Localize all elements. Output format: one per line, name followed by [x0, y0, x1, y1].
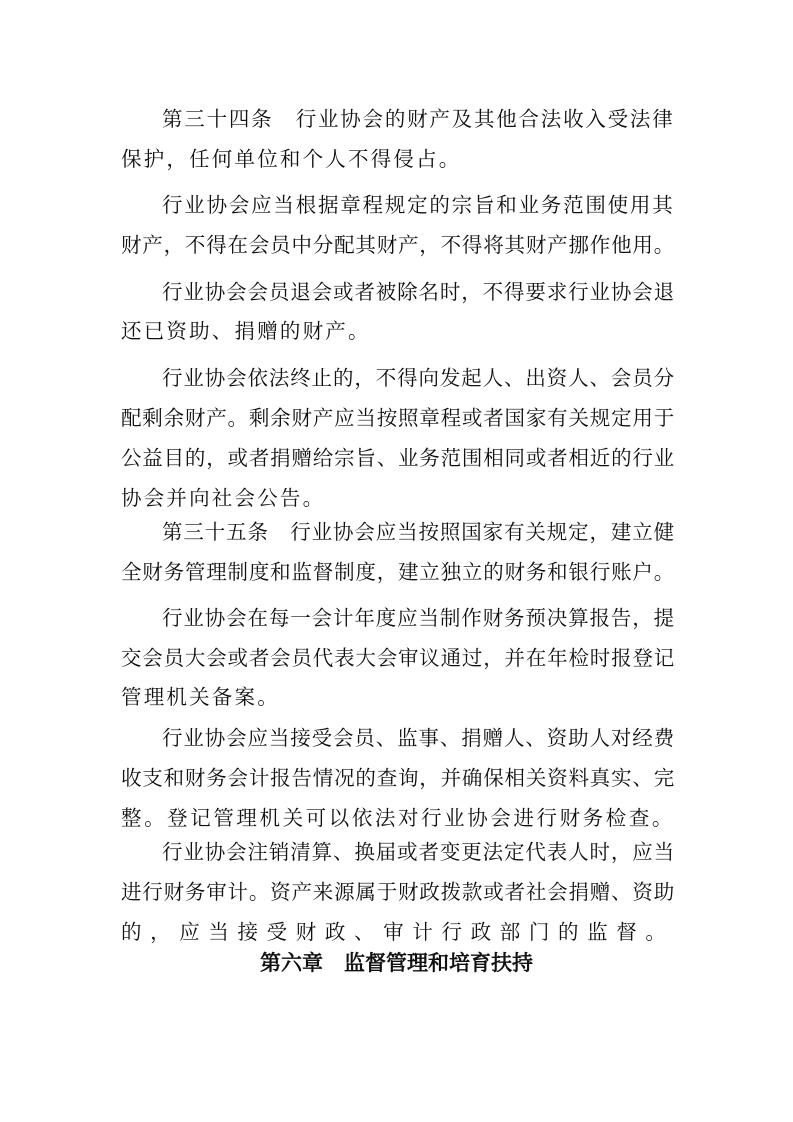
- text-line: 行业协会在每一会计年度应当制作财务预决算报告，提: [162, 606, 675, 630]
- text-line: 全财务管理制度和监督制度，建立独立的财务和银行账户。: [121, 560, 675, 584]
- text-line: 保护，任何单位和个人不得侵占。: [121, 147, 462, 171]
- text-line: 行业协会应当接受会员、监事、捐赠人、资助人对经费: [162, 726, 675, 750]
- text-line: 交会员大会或者会员代表大会审议通过，并在年检时报登记: [121, 646, 675, 670]
- text-line: 行业协会依法终止的，不得向发起人、出资人、会员分: [162, 366, 675, 390]
- text-line: 配剩余财产。剩余财产应当按照章程或者国家有关规定用于: [121, 406, 675, 430]
- text-line: 进行财务审计。资产来源属于财政拨款或者社会捐赠、资助: [121, 880, 675, 904]
- text-line: 行业协会会员退会或者被除名时，不得要求行业协会退: [162, 280, 675, 304]
- text-line: 协会并向社会公告。: [121, 486, 326, 510]
- text-line: 第三十四条 行业协会的财产及其他合法收入受法律: [162, 107, 675, 131]
- text-line: 财产，不得在会员中分配其财产，不得将其财产挪作他用。: [121, 233, 675, 257]
- text-line: 行业协会应当根据章程规定的宗旨和业务范围使用其: [162, 193, 675, 217]
- text-line: 整。登记管理机关可以依法对行业协会进行财务检查。: [121, 806, 675, 830]
- text-line: 公益目的，或者捐赠给宗旨、业务范围相同或者相近的行业: [121, 446, 675, 470]
- text-line: 管理机关备案。: [121, 685, 280, 709]
- text-line: 行业协会注销清算、换届或者变更法定代表人时，应当: [162, 840, 675, 864]
- text-line: 还已资助、捐赠的财产。: [121, 319, 371, 343]
- chapter-heading: 第六章 监督管理和培育扶持: [260, 951, 533, 975]
- text-line: 的，应当接受财政、审计行政部门的监督。: [121, 920, 675, 944]
- text-line: 第三十五条 行业协会应当按照国家有关规定，建立健: [162, 520, 675, 544]
- text-line: 收支和财务会计报告情况的查询，并确保相关资料真实、完: [121, 766, 675, 790]
